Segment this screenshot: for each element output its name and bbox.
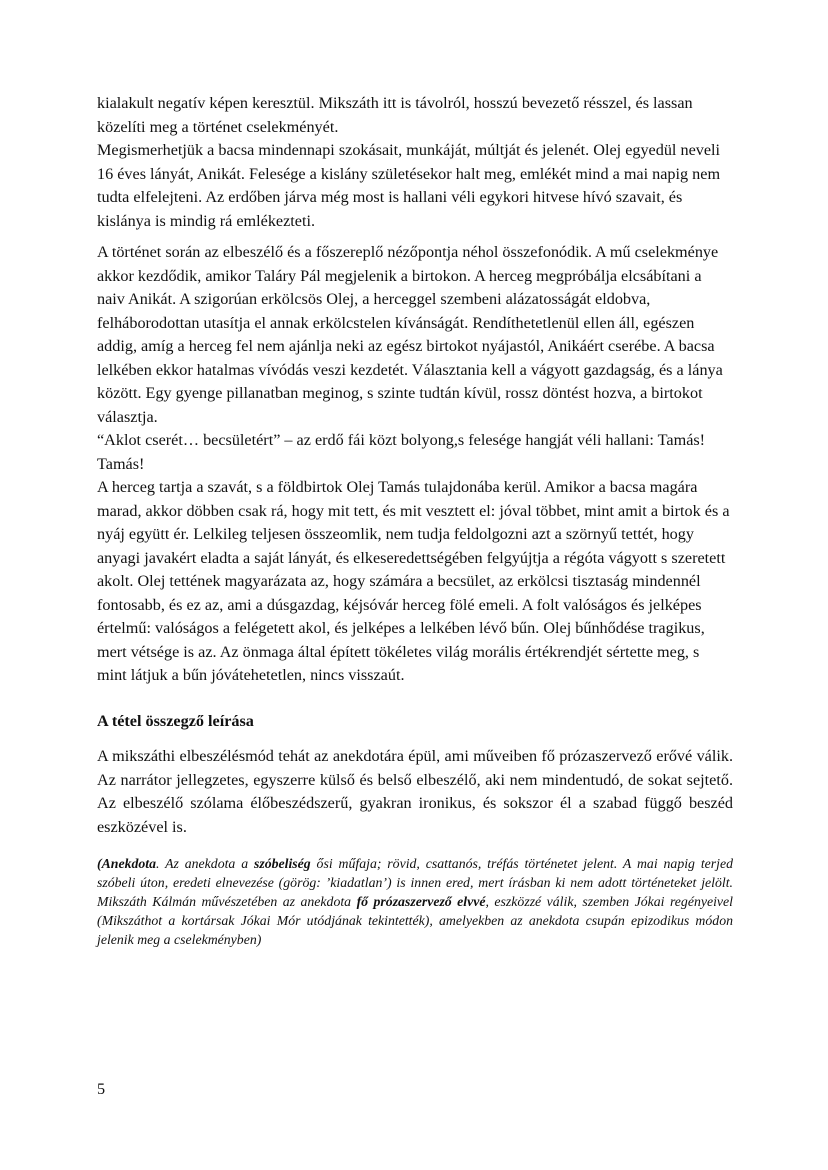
- paragraph-intro-conclusion: kialakult negatív képen keresztül. Mikszáth itt is távolról, hosszú bevezető résszel, és lassan közelíti meg a történet cselekményét.: [97, 94, 693, 136]
- paragraph-bacsa-daily-life: Megismerhetjük a bacsa mindennapi szokásait, munkáját, múltját és jelenét. Olej egyedül neveli 16 éves lányát, Anikát. Felesége a kislány születésekor halt meg, emlékét mind a mai napig nem tudta elfelejteni. Az erdőben járva még most is hallani véli egykori hitvese hívó szavait, és kislánya is mindig rá emlékezteti.: [97, 141, 721, 230]
- page-content: [97, 92, 733, 949]
- page-number: 5: [97, 1080, 106, 1098]
- paragraph-plot-summary: A történet során az elbeszélő és a főszereplő nézőpontja néhol összefonódik. A mű cselekménye akkor kezdődik, amikor Taláry Pál megjelenik a birtokon. A herceg megpróbálja elcsábítani a naiv Anikát. A szigorúan erkölcsös Olej, a herceggel szembeni alázatosságát eldobva, felháborodottan utasítja el annak erkölcstelen kívánságát. Rendíthetetlenül ellen áll, egészen addig, amíg a herceg fel nem ajánlja neki az egész birtokot nyájastól, Anikáért cserébe. A bacsa lelkében ekkor hatalmas vívódás veszi kezdetét. Választania kell a vágyott gazdagság, és a lánya között. Egy gyenge pillanatban meginog, s szinte tudtán kívül, rossz döntést hozva, a birtokot választja.: [97, 243, 723, 426]
- section-heading: A tétel összegző leírása: [97, 711, 254, 730]
- paragraph-plot-resolution: A herceg tartja a szavát, s a földbirtok Olej Tamás tulajdonába kerül. Amikor a bacsa magára marad, akkor döbben csak rá, hogy mit tett, és mit vesztett el: jóval többet, mint amit a birtok és a nyáj együtt ér. Lelkileg teljesen összeomlik, nem tudja feldolgozni azt a szörnyű tettét, hogy anyagi javakért eladta a saját lányát, és elkeseredettségében felgyújtja a régóta vágyott s szeretett akolt. Olej tettének magyarázata az, hogy számára a becsület, az erkölcsi tisztaság mindennél fontosabb, és ez az, ami a dúsgazdag, kéjsóvár herceg fölé emeli. A folt valóságos és jelképes értelmű: valóságos a felégetett akol, és jelképes a lelkében lévő bűn. Olej bűnhődése tragikus, mert vétsége is az. Az önmaga által épített tökéletes világ morális értékrendjét sértette meg, s mint látjuk a bűn jóvátehetetlen, nincs visszaút.: [97, 478, 730, 684]
- anecdote-definition-note: (Anekdota. Az anekdota a szóbeliség ősi műfaja; rövid, csattanós, tréfás történetet jelent. A mai napig terjed szóbeli úton, eredeti elnevezése (görög: ’kiadatlan’) is innen ered, mert írásban ki nem adott történeteket jelölt. Mikszáth Kálmán művészetében az anekdota fő prózaszervező elvvé, eszközzé válik, szemben Jókai regényeivel (Mikszáthot a kortársak Jókai Mór utódjának tekintették), amelyekben az anekdota csupán epizodikus módon jelenik meg a cselekményben): [97, 856, 734, 947]
- summary-paragraph: A mikszáthi elbeszélésmód tehát az anekdotára épül, ami műveiben fő prózaszervező erővé válik. Az narrátor jellegzetes, egyszerre külső és belső elbeszélő, aki nem mindentudó, de sokat sejtető. Az elbeszélő szólama élőbeszédszerű, gyakran ironikus, és sokszor él a szabad függő beszéd eszközével is.: [97, 747, 733, 836]
- body-section-plot: [97, 241, 733, 688]
- paragraph-quote-line: “Aklot cserét… becsületért” – az erdő fái közt bolyong,s felesége hangját véli hallani: Tamás! Tamás!: [97, 431, 706, 473]
- body-section-intro: [97, 92, 733, 233]
